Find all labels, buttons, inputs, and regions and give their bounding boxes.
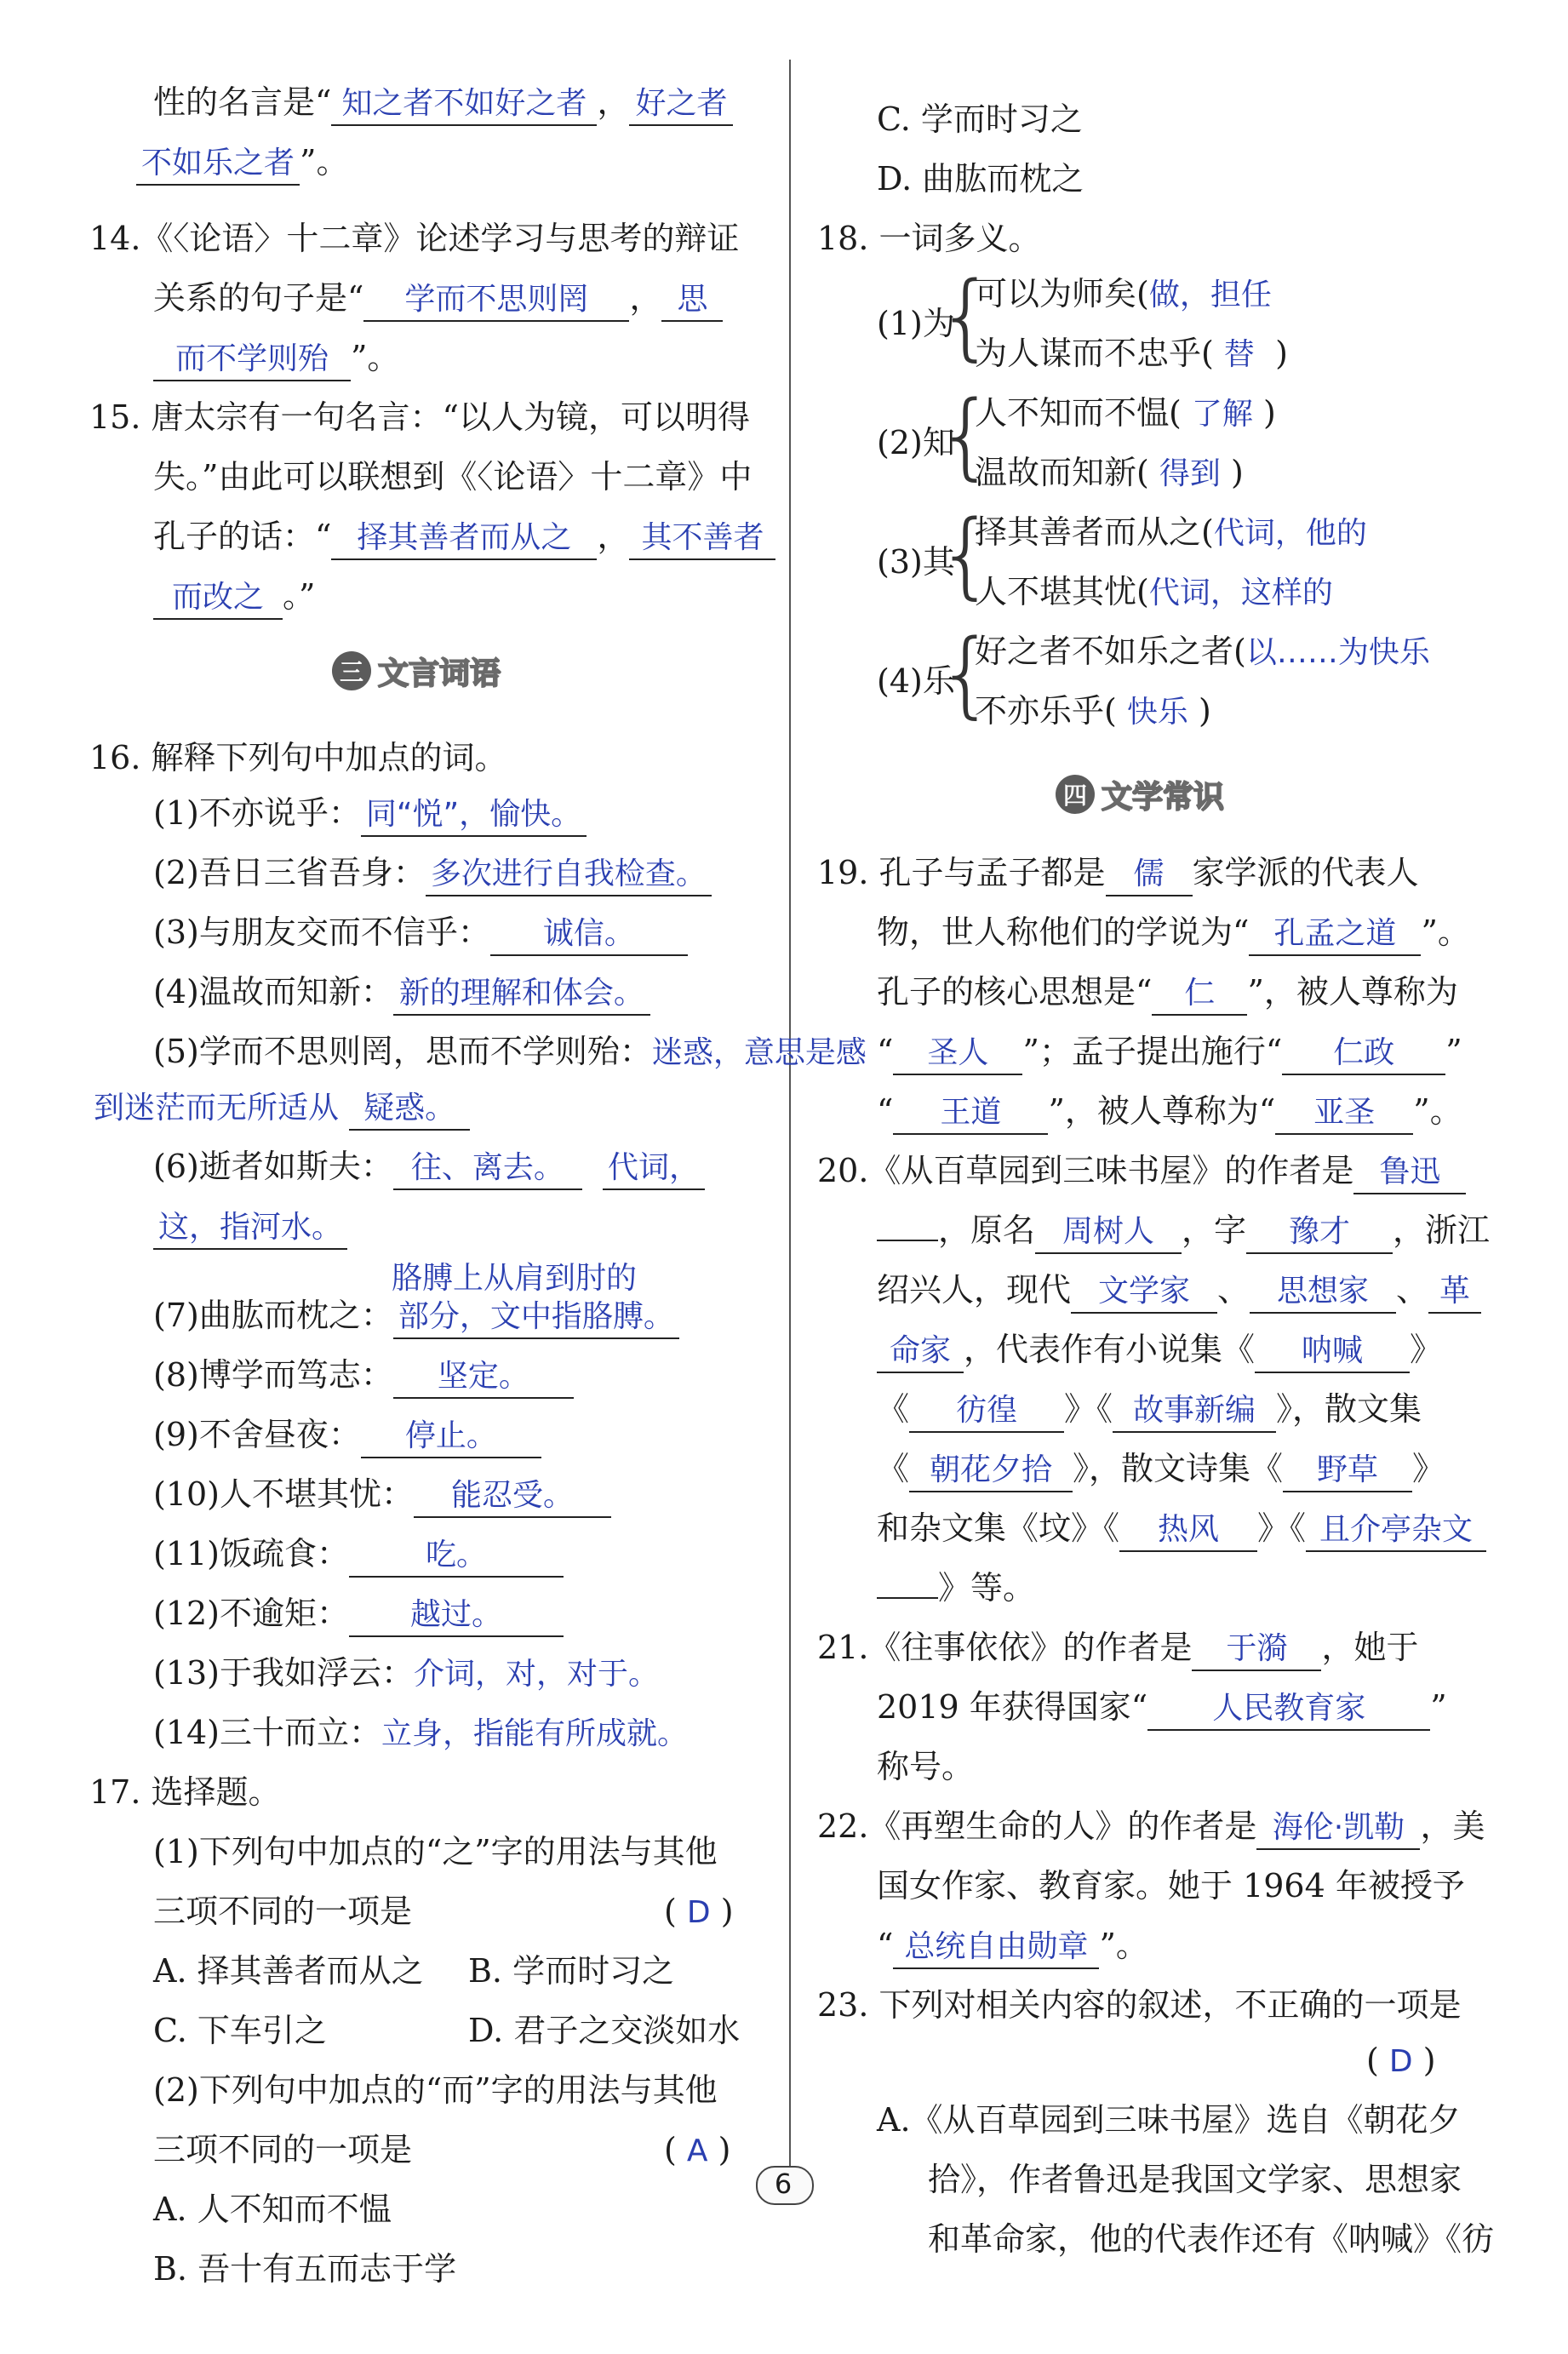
- question-19-line3: 孔子的核心思想是“ 仁 ”，被人尊称为: [877, 971, 1458, 1016]
- option-23-A[interactable]: A.《从百草园到三味书屋》选自《朝花夕: [877, 2101, 1461, 2139]
- question-16: 16. 解释下列句中加点的词。: [89, 739, 507, 776]
- word-4-b: 不亦乐乎( 快乐 ): [975, 692, 1211, 730]
- question-18: 18. 一词多义。: [817, 220, 1041, 257]
- question-17: 17. 选择题。: [89, 1773, 281, 1811]
- question-21-line2: 2019 年获得国家“ 人民教育家 ”: [877, 1687, 1447, 1731]
- item-16-2: (2)吾日三省吾身： 多次进行自我检查。: [153, 852, 712, 896]
- question-20-line7: 和杂文集《坟》《 热风 》《 且介亭杂文: [877, 1508, 1486, 1552]
- question-15-line4: 而改之 。”: [153, 576, 315, 620]
- question-14-line3: 而不学则殆 ”。: [153, 337, 399, 381]
- item-16-10: (10)人不堪其忧： 能忍受。: [153, 1474, 611, 1518]
- item-16-6: (6)逝者如斯夫： 往、离去。 代词，: [153, 1146, 705, 1190]
- question-15: 15. 唐太宗有一句名言：“以人为镜，可以明得: [89, 398, 750, 436]
- item-16-12: (12)不逾矩： 越过。: [153, 1593, 564, 1637]
- item-16-13: (13)于我如浮云：介词，对，对于。: [153, 1654, 660, 1692]
- question-22-line3: “ 总统自由勋章 ”。: [877, 1925, 1148, 1969]
- question-17-2b: 三项不同的一项是 ( A ): [153, 2131, 731, 2168]
- question-20-line6: 《 朝花夕拾 》，散文诗集《 野草 》: [877, 1448, 1445, 1492]
- option-17-2-B[interactable]: B. 吾十有五而志于学: [153, 2250, 457, 2288]
- question-20-line3: 绍兴人，现代 文学家 、 思想家 、 革: [877, 1269, 1481, 1314]
- option-17-2-A[interactable]: A. 人不知而不愠: [153, 2191, 392, 2228]
- word-1-b: 为人谋而不忠乎( 替 ): [975, 335, 1288, 372]
- item-16-11: (11)饭疏食： 吃。: [153, 1533, 564, 1578]
- option-17-1-C[interactable]: C. 下车引之: [153, 2012, 327, 2049]
- question-19-line2: 物，世人称他们的学说为“ 孔孟之道 ”。: [877, 912, 1470, 956]
- word-4: (4)乐: [877, 662, 955, 700]
- item-16-1: (1)不亦说乎： 同“悦”，愉快。: [153, 793, 587, 837]
- question-23-answer: ( D ): [1366, 2042, 1436, 2079]
- option-17-2-D[interactable]: D. 曲肱而枕之: [877, 160, 1084, 198]
- section-header-4: 四 文学常识: [1056, 767, 1224, 822]
- option-17-1-A[interactable]: A. 择其善者而从之: [153, 1952, 424, 1990]
- question-22: 22.《再塑生命的人》的作者是 海伦·凯勒 ，美: [817, 1806, 1485, 1850]
- answer-17-2: A: [686, 2133, 708, 2168]
- question-22-line2: 国女作家、教育家。她于 1964 年被授予: [877, 1867, 1465, 1904]
- line-13-cont2: 不如乐之者 ”。: [136, 141, 348, 186]
- item-16-9: (9)不舍昼夜： 停止。: [153, 1414, 541, 1458]
- question-19-line5: “ 王道 ”，被人尊称为“ 亚圣 ”。: [877, 1091, 1462, 1135]
- question-20-line4: 命家 ，代表作有小说集《 呐喊 》: [877, 1329, 1442, 1373]
- option-17-2-C[interactable]: C. 学而时习之: [877, 100, 1083, 138]
- item-16-6-cont: 这，指河水。: [153, 1206, 347, 1250]
- question-14: 14.《〈论语〉十二章》论述学习与思考的辩证: [89, 220, 740, 257]
- page-number: 6: [741, 2162, 826, 2205]
- word-2-b: 温故而知新( 得到 ): [975, 454, 1244, 491]
- brace: {: [936, 381, 996, 490]
- item-16-5: (5)学而不思则罔，思而不学则殆：迷惑，意思是感: [153, 1033, 867, 1070]
- question-23: 23. 下列对相关内容的叙述，不正确的一项是: [817, 1986, 1462, 2024]
- brace: {: [936, 261, 996, 370]
- column-divider: [789, 60, 791, 2205]
- question-17-2: (2)下列句中加点的“而”字的用法与其他: [153, 2071, 718, 2109]
- question-20-line8: 》等。: [877, 1567, 1035, 1608]
- item-16-4: (4)温故而知新： 新的理解和体会。: [153, 971, 650, 1016]
- item-16-5-cont: 到迷茫而无所适从 疑惑。: [94, 1086, 470, 1131]
- option-23-A-line3: 和革命家，他的代表作还有《呐喊》《彷: [928, 2220, 1495, 2258]
- option-17-1-B[interactable]: B. 学而时习之: [468, 1952, 675, 1990]
- question-17-1b: 三项不同的一项是 ( D ): [153, 1893, 734, 1930]
- question-19: 19. 孔子与孟子都是 儒 家学派的代表人: [817, 852, 1419, 896]
- answer-17-1: D: [686, 1895, 711, 1930]
- word-3-a: 择其善者而从之(代词，他的: [975, 513, 1367, 551]
- option-17-1-D[interactable]: D. 君子之交淡如水: [468, 2012, 741, 2049]
- question-20-line5: 《 彷徨 》《 故事新编 》，散文集: [877, 1389, 1422, 1433]
- question-21-line3: 称号。: [877, 1748, 975, 1785]
- item-16-3: (3)与朋友交而不信乎： 诚信。: [153, 912, 688, 956]
- question-15-line3: 孔子的话：“ 择其善者而从之 ， 其不善者: [153, 516, 775, 560]
- word-3: (3)其: [877, 543, 955, 581]
- word-1-a: 可以为师矣(做，担任: [975, 275, 1272, 312]
- question-20: 20.《从百草园到三味书屋》的作者是 鲁迅: [817, 1150, 1466, 1194]
- brace: {: [936, 619, 996, 728]
- question-21: 21.《往事依依》的作者是 于漪 ，她于: [817, 1627, 1418, 1671]
- word-1: (1)为: [877, 305, 955, 342]
- word-3-b: 人不堪其忧(代词，这样的: [975, 573, 1333, 610]
- line-13-cont: 性的名言是“ 知之者不如好之者 ， 好之者: [153, 82, 733, 126]
- brace: {: [936, 500, 996, 609]
- question-14-line2: 关系的句子是“ 学而不思则罔 ， 思: [153, 278, 723, 322]
- item-16-8: (8)博学而笃志： 坚定。: [153, 1355, 574, 1399]
- item-16-7-pre: 胳膊上从肩到肘的: [392, 1261, 638, 1296]
- word-2: (2)知: [877, 424, 955, 461]
- word-2-a: 人不知而不愠( 了解 ): [975, 394, 1276, 432]
- question-15-line2: 失。”由此可以联想到《〈论语〉十二章》中: [153, 458, 753, 495]
- option-23-A-line2: 拾》，作者鲁迅是我国文学家、思想家: [928, 2161, 1462, 2198]
- question-19-line4: “ 圣人 ”；孟子提出施行“ 仁政 ”: [877, 1031, 1462, 1075]
- question-20-line2: ，原名 周树人 ，字 豫才 ，浙江: [877, 1210, 1490, 1254]
- item-16-7: (7)曲肱而枕之： 部分，文中指胳膊。: [153, 1295, 679, 1339]
- section-header-3: 三 文言词语: [332, 644, 501, 698]
- item-16-14: (14)三十而立：立身，指能有所成就。: [153, 1714, 689, 1751]
- question-17-1: (1)下列句中加点的“之”字的用法与其他: [153, 1833, 718, 1870]
- word-4-a: 好之者不如乐之者(以……为快乐: [975, 633, 1430, 670]
